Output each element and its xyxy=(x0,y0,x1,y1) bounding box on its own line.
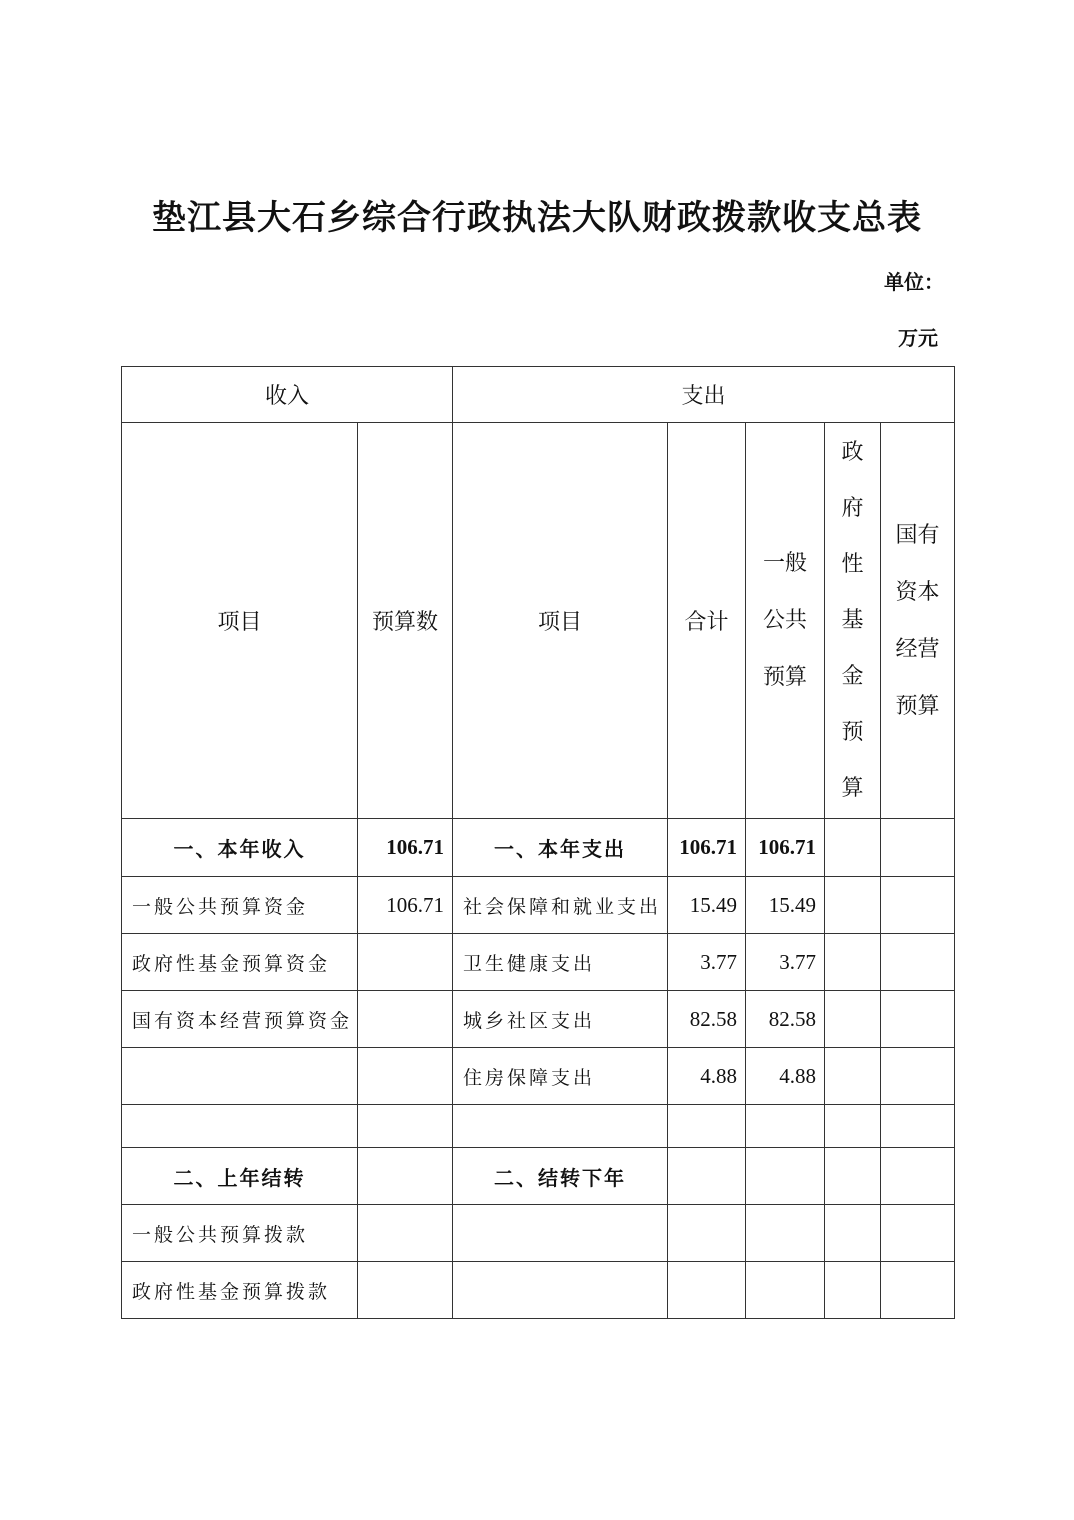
gov-fund-header-cell xyxy=(825,423,881,819)
gov-fund-cell xyxy=(825,1148,881,1205)
total-cell: 4.88 xyxy=(668,1048,746,1105)
income-budget-cell xyxy=(358,1048,453,1105)
total-cell: 3.77 xyxy=(668,934,746,991)
income-item-cell: 国有资本经营预算资金 xyxy=(122,991,358,1048)
total-cell: 106.71 xyxy=(668,819,746,877)
total-cell xyxy=(668,1262,746,1319)
income-item-cell: 二、上年结转 xyxy=(122,1148,358,1205)
state-capital-header: 国有资本经营预算 xyxy=(895,522,940,719)
state-capital-cell xyxy=(881,1148,955,1205)
fiscal-summary-table xyxy=(121,366,955,1319)
total-cell: 82.58 xyxy=(668,991,746,1048)
income-budget-cell xyxy=(358,1205,453,1262)
income-budget-cell xyxy=(358,1148,453,1205)
income-budget-cell xyxy=(358,1105,453,1148)
general-public-cell xyxy=(746,1262,825,1319)
expense-item-cell: 卫生健康支出 xyxy=(453,934,668,991)
state-capital-cell xyxy=(881,1205,955,1262)
header-row-columns xyxy=(122,423,955,819)
income-item-cell: 政府性基金预算拨款 xyxy=(122,1262,358,1319)
expense-item-cell: 住房保障支出 xyxy=(453,1048,668,1105)
expense-item-cell xyxy=(453,1262,668,1319)
general-public-cell xyxy=(746,1148,825,1205)
income-budget-cell xyxy=(358,934,453,991)
income-item-cell xyxy=(122,1048,358,1105)
gov-fund-cell xyxy=(825,877,881,934)
table-row xyxy=(122,1148,955,1205)
state-capital-cell xyxy=(881,991,955,1048)
income-item-cell xyxy=(122,1105,358,1148)
gov-fund-cell xyxy=(825,1205,881,1262)
gov-fund-cell xyxy=(825,991,881,1048)
table-row xyxy=(122,1262,955,1319)
state-capital-cell xyxy=(881,934,955,991)
unit-label: 单位： xyxy=(884,270,944,294)
expense-item-cell xyxy=(453,1205,668,1262)
table-row xyxy=(122,1048,955,1105)
gov-fund-cell xyxy=(825,819,881,877)
income-budget-cell xyxy=(358,1262,453,1319)
gov-fund-cell xyxy=(825,1262,881,1319)
state-capital-cell xyxy=(881,1105,955,1148)
state-capital-header-cell xyxy=(881,423,955,819)
total-header: 合计 xyxy=(668,423,746,819)
expense-item-header: 项目 xyxy=(453,423,668,819)
income-budget-header: 预算数 xyxy=(358,423,453,819)
state-capital-cell xyxy=(881,877,955,934)
general-public-cell: 4.88 xyxy=(746,1048,825,1105)
header-row-group xyxy=(122,367,955,423)
income-header: 收入 xyxy=(122,367,453,423)
table-row xyxy=(122,991,955,1048)
general-public-cell: 15.49 xyxy=(746,877,825,934)
general-public-cell xyxy=(746,1105,825,1148)
income-budget-cell: 106.71 xyxy=(358,877,453,934)
general-public-cell: 82.58 xyxy=(746,991,825,1048)
gov-fund-cell xyxy=(825,1048,881,1105)
expense-item-cell: 一、本年支出 xyxy=(453,819,668,877)
expense-item-cell: 城乡社区支出 xyxy=(453,991,668,1048)
general-public-header: 一般公共预算 xyxy=(762,551,807,690)
table-row xyxy=(122,1105,955,1148)
expense-header: 支出 xyxy=(453,367,955,423)
income-item-cell: 一般公共预算拨款 xyxy=(122,1205,358,1262)
state-capital-cell xyxy=(881,1262,955,1319)
gov-fund-cell xyxy=(825,1105,881,1148)
general-public-cell: 106.71 xyxy=(746,819,825,877)
expense-item-cell: 社会保障和就业支出 xyxy=(453,877,668,934)
general-public-header-cell xyxy=(746,423,825,819)
table-row xyxy=(122,819,955,877)
page-title: 垫江县大石乡综合行政执法大队财政拨款收支总表 xyxy=(152,198,922,238)
total-cell xyxy=(668,1105,746,1148)
income-item-cell: 一般公共预算资金 xyxy=(122,877,358,934)
table-row xyxy=(122,1205,955,1262)
general-public-cell: 3.77 xyxy=(746,934,825,991)
state-capital-cell xyxy=(881,819,955,877)
income-budget-cell: 106.71 xyxy=(358,819,453,877)
table-row xyxy=(122,934,955,991)
unit-value: 万元 xyxy=(898,326,938,350)
total-cell: 15.49 xyxy=(668,877,746,934)
general-public-cell xyxy=(746,1205,825,1262)
table-row xyxy=(122,877,955,934)
income-item-cell: 政府性基金预算资金 xyxy=(122,934,358,991)
income-item-cell: 一、本年收入 xyxy=(122,819,358,877)
total-cell xyxy=(668,1148,746,1205)
total-cell xyxy=(668,1205,746,1262)
gov-fund-header: 政府性基金预算 xyxy=(841,439,864,801)
gov-fund-cell xyxy=(825,934,881,991)
income-item-header: 项目 xyxy=(122,423,358,819)
income-budget-cell xyxy=(358,991,453,1048)
expense-item-cell: 二、结转下年 xyxy=(453,1148,668,1205)
expense-item-cell xyxy=(453,1105,668,1148)
state-capital-cell xyxy=(881,1048,955,1105)
